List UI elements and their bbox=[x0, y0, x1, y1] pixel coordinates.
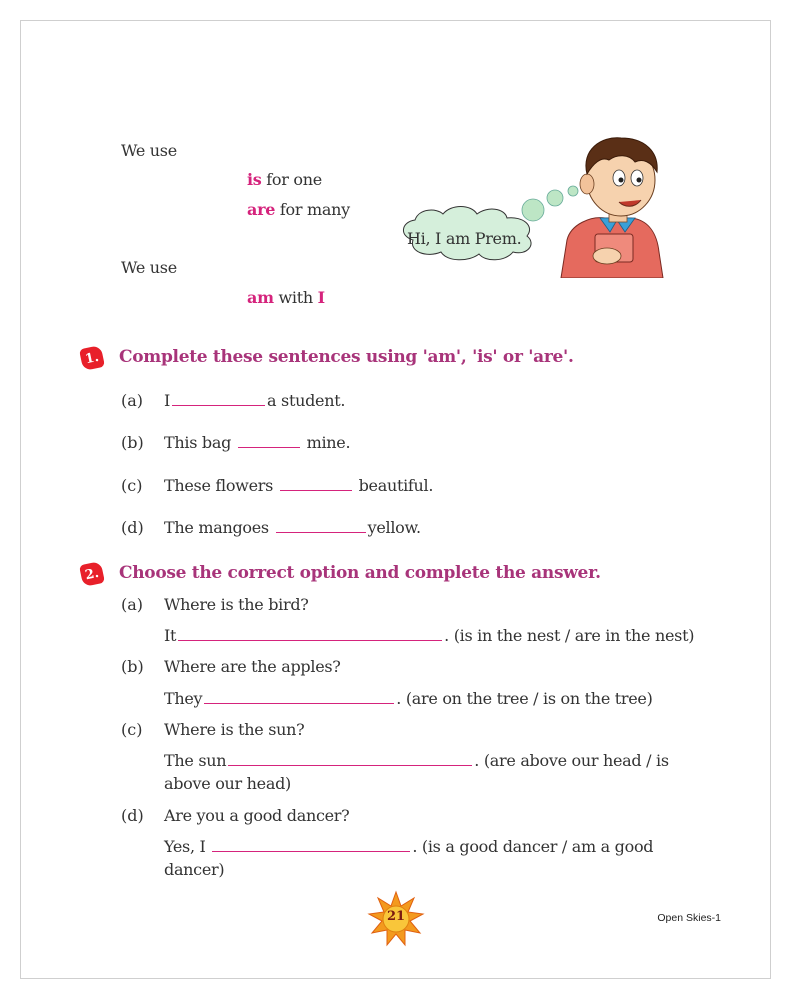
exercise-1-title: Complete these sentences using 'am', 'is' or 'are'. bbox=[119, 347, 574, 367]
rule-am-word: am bbox=[247, 288, 274, 307]
exercise-2-number: 2. bbox=[79, 561, 105, 587]
ex2-answer-b bbox=[164, 689, 653, 709]
prem-boy-icon bbox=[561, 138, 663, 278]
rule-are-word: are bbox=[247, 200, 276, 219]
page-number: 21 bbox=[386, 909, 406, 924]
ex2-answer-c bbox=[164, 751, 669, 771]
answer-blank[interactable] bbox=[280, 476, 352, 491]
book-title: Open Skies-1 bbox=[657, 912, 721, 924]
ex1-item-a bbox=[164, 391, 345, 411]
ex1-item-after: a student. bbox=[267, 391, 346, 410]
ex2-question: Where is the bird? bbox=[164, 595, 309, 614]
ex2-item-label: (d) bbox=[121, 806, 144, 825]
ex2-options-continued: dancer) bbox=[164, 860, 225, 879]
ex1-item-label: (a) bbox=[121, 391, 144, 410]
ex2-question: Where are the apples? bbox=[164, 657, 341, 676]
ex1-item-after: yellow. bbox=[367, 518, 421, 537]
ex2-answer-start: The sun bbox=[164, 751, 227, 770]
answer-blank[interactable] bbox=[228, 751, 472, 766]
ex1-item-before: The mangoes bbox=[164, 518, 269, 537]
answer-blank[interactable] bbox=[204, 689, 394, 704]
ex2-answer-d bbox=[164, 837, 653, 857]
ex1-item-before: These flowers bbox=[164, 476, 274, 495]
ex1-item-label: (d) bbox=[121, 518, 144, 537]
exercise-1-number: 1. bbox=[79, 345, 105, 371]
rule-are-rest: for many bbox=[275, 200, 350, 219]
rule-is-word: is bbox=[247, 170, 262, 189]
prem-illustration bbox=[395, 128, 695, 278]
rule-is-rest: for one bbox=[261, 170, 322, 189]
ex2-question: Where is the sun? bbox=[164, 720, 305, 739]
ex2-answer-start: They bbox=[164, 689, 203, 708]
ex1-item-d bbox=[164, 518, 421, 538]
ex1-item-after: beautiful. bbox=[358, 476, 434, 495]
ex2-item-label: (a) bbox=[121, 595, 144, 614]
ex2-options: . (are above our head / is bbox=[474, 751, 669, 770]
ex2-answer-start: Yes, I bbox=[164, 837, 206, 856]
rule-i-word: I bbox=[317, 288, 325, 307]
rule-am-with: with bbox=[273, 288, 318, 307]
ex2-options: . (is a good dancer / am a good bbox=[412, 837, 654, 856]
answer-blank[interactable] bbox=[172, 391, 265, 406]
answer-blank[interactable] bbox=[212, 837, 410, 852]
ex1-item-label: (c) bbox=[121, 476, 143, 495]
ex1-item-label: (b) bbox=[121, 433, 144, 452]
answer-blank[interactable] bbox=[178, 626, 442, 641]
ex1-item-b bbox=[164, 433, 350, 453]
ex2-question: Are you a good dancer? bbox=[164, 806, 350, 825]
rule-am bbox=[247, 288, 325, 308]
ex2-answer-a bbox=[164, 626, 694, 646]
speech-text: Hi, I am Prem. bbox=[407, 229, 522, 248]
ex2-answer-start: It bbox=[164, 626, 177, 645]
rule-we-use-2: We use bbox=[121, 258, 177, 277]
rule-is bbox=[247, 170, 322, 190]
answer-blank[interactable] bbox=[238, 433, 300, 448]
ex1-item-c bbox=[164, 476, 433, 496]
ex2-item-label: (c) bbox=[121, 720, 143, 739]
ex1-item-before: I bbox=[164, 391, 171, 410]
ex2-item-label: (b) bbox=[121, 657, 144, 676]
ex1-item-after: mine. bbox=[306, 433, 351, 452]
ex2-options: . (is in the nest / are in the nest) bbox=[444, 626, 695, 645]
ex2-options: . (are on the tree / is on the tree) bbox=[396, 689, 653, 708]
answer-blank[interactable] bbox=[276, 518, 366, 533]
rule-we-use-1: We use bbox=[121, 141, 177, 160]
rule-are bbox=[247, 200, 350, 220]
ex1-item-before: This bag bbox=[164, 433, 232, 452]
exercise-2-title: Choose the correct option and complete the answer. bbox=[119, 563, 601, 583]
ex2-options-continued: above our head) bbox=[164, 774, 291, 793]
